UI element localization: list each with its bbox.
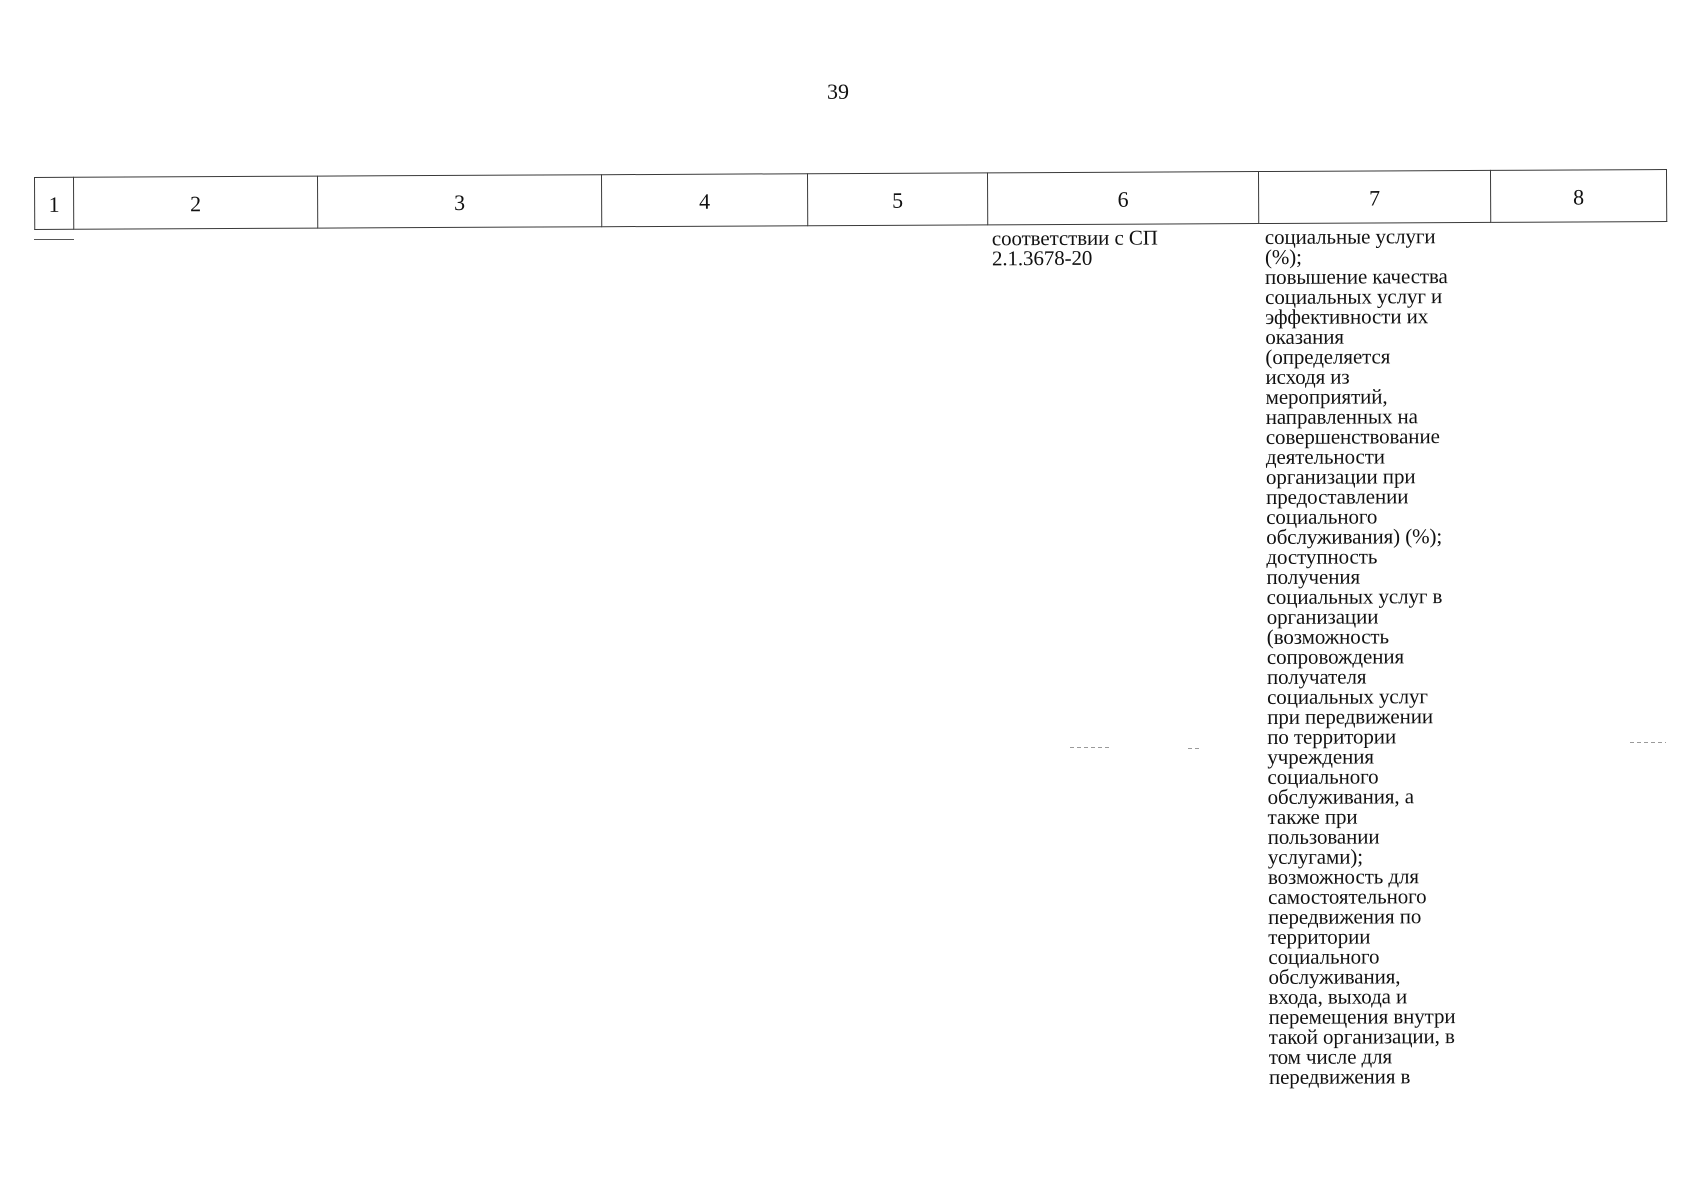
column-header-7: 7 [1258, 170, 1490, 223]
cell-col-3 [318, 227, 606, 1108]
cell-col-4 [602, 226, 812, 1107]
scan-mark [1188, 748, 1202, 749]
column-header-3: 3 [317, 175, 601, 228]
cell-col-1 [35, 229, 78, 1109]
cell-col-6: соответствии с СП 2.1.3678-20 [991, 225, 1158, 271]
column-header-8: 8 [1490, 170, 1666, 223]
column-header-5: 5 [807, 173, 987, 226]
cell-col-5 [808, 225, 992, 1106]
table-header-row [35, 170, 1667, 230]
document-table-wrapper [34, 169, 1671, 1109]
cell-col-8 [1491, 222, 1671, 1103]
table-row [35, 222, 1671, 1110]
column-header-6: 6 [987, 172, 1258, 225]
page-number: 39 [827, 79, 849, 104]
scan-mark [1630, 742, 1666, 743]
scan-mark [1070, 747, 1110, 748]
cell-col-7: социальные услуги (%); повышение качества социальных услуг и эффективности их оказания (определяется исходя из мероприятий, направленных на совершенствование деятельности организации при предоставлении социального обслуживания) (%); доступность получения социальных услуг в организации (возможность сопровождения получателя социальных услуг при передвижении по территории учреждения социального обслуживания, а также при пользовании услугами); возможность для самостоятельного передвижения по территории социального обслуживания, входа, выхода и перемещения внутри такой организации, в том числе для передвижения в [1264, 224, 1456, 1089]
column-header-1: 1 [35, 177, 74, 229]
left-table-rule [34, 239, 74, 240]
column-header-2: 2 [74, 176, 318, 229]
column-header-4: 4 [601, 174, 807, 227]
document-table [34, 169, 1672, 1109]
cell-col-2 [74, 228, 322, 1109]
